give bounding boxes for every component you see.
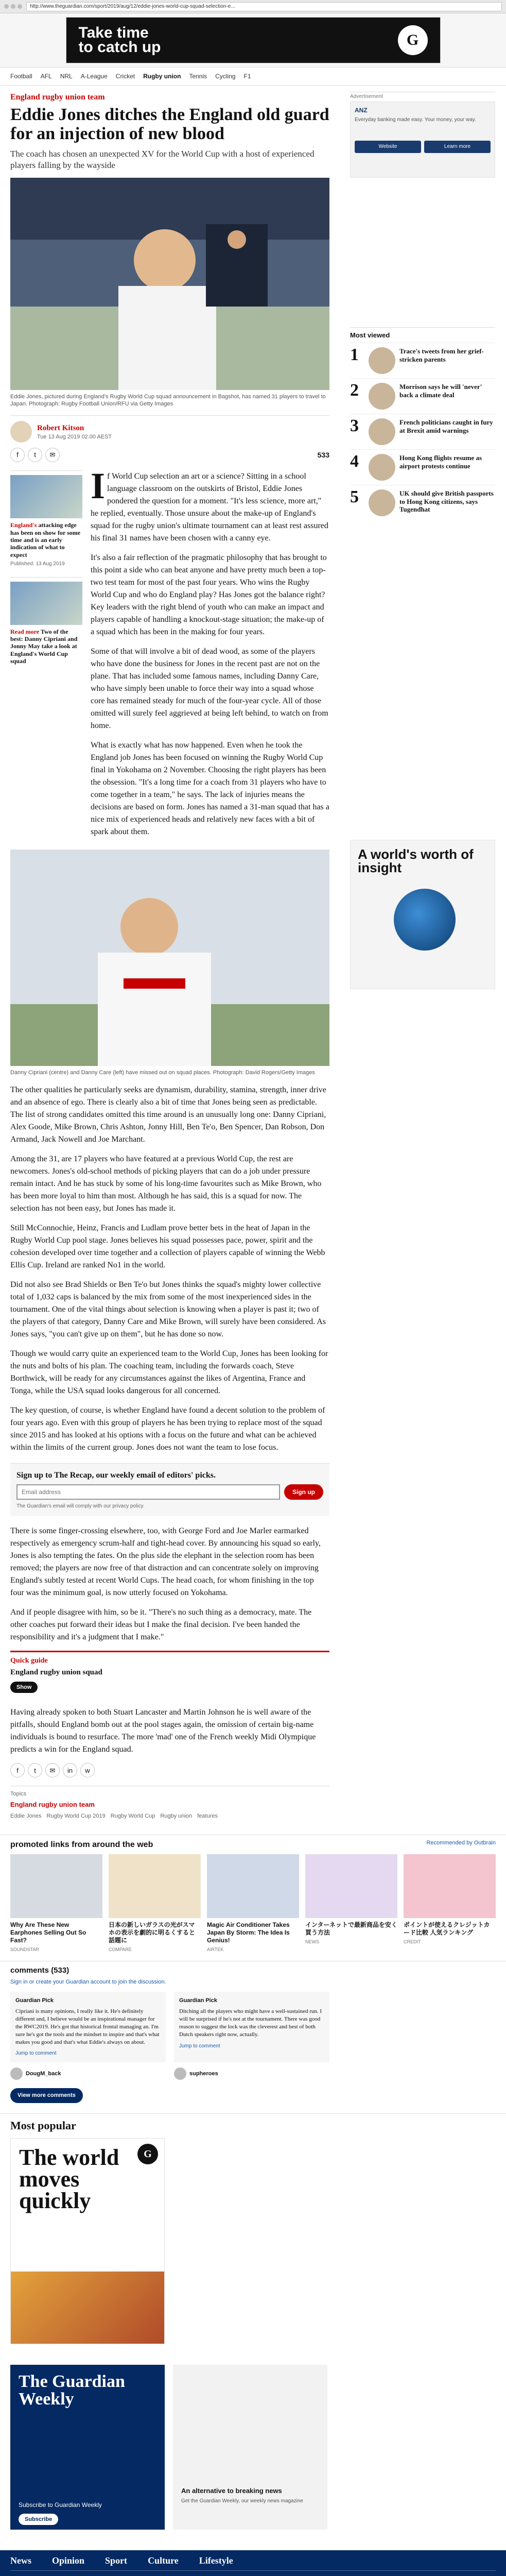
ad-website-button[interactable]: Website: [355, 141, 421, 153]
promoted-heading: promoted links from around the web: [10, 1840, 153, 1849]
newsletter-signup: [10, 1463, 329, 1516]
signup-email-input[interactable]: [16, 1484, 280, 1500]
most-viewed-thumb: [369, 489, 395, 516]
most-viewed-thumb: [369, 347, 395, 374]
related-text: [10, 521, 82, 558]
email-icon[interactable]: ✉: [45, 448, 60, 462]
twitter-icon[interactable]: t: [28, 1763, 42, 1777]
related-kicker: Read more: [10, 628, 40, 635]
pick-heading: Guardian Pick: [15, 1997, 54, 2004]
world-moves-ad[interactable]: [10, 2138, 165, 2344]
inline-photo-illustration: [10, 850, 329, 1066]
nav-item-rugby-union[interactable]: Rugby union: [143, 72, 181, 80]
hero-image: [10, 178, 329, 390]
hero-photo-illustration: [10, 178, 329, 390]
comments-signin-link[interactable]: Sign in or create your Guardian account to join the discussion.: [10, 1978, 166, 1985]
nav-item-nrl[interactable]: NRL: [60, 72, 73, 80]
footer-nav-news[interactable]: News: [10, 2555, 31, 2566]
browser-chrome: [0, 0, 506, 13]
box2-desc: Get the Guardian Weekly, our weekly news magazine: [181, 2498, 303, 2504]
signup-heading: Sign up to The Recap, our weekly email of editors' picks.: [16, 1471, 216, 1480]
view-more-comments-button[interactable]: View more comments: [10, 2088, 83, 2103]
promoted-image: [10, 1854, 102, 1918]
paragraph: There is some finger-crossing elsewhere, too, with George Ford and Joe Marler earmarked respectively as emergency scrum-half and tight-head cover. By announcing his squad so early, Jones is also tempting the fates. On the plus side the elephant in the selection room has been removed; the players are now free of that distraction and can concentrate solely on improving England's subtly tested at recent World Cups. The head coach, for whom finishing in the top four was the minimum goal, is now utterly focused on Yokohama.: [10, 1527, 321, 1598]
topic-tag[interactable]: Rugby World Cup: [110, 1812, 155, 1819]
most-viewed: [350, 327, 495, 521]
sport-nav: [0, 67, 506, 86]
related-card[interactable]: [10, 577, 82, 665]
promoted-image: [404, 1854, 496, 1918]
most-viewed-headline: French politicians caught in fury at Brexit amid warnings: [399, 418, 493, 434]
window-controls[interactable]: [4, 4, 22, 9]
comment-user[interactable]: [174, 2067, 329, 2080]
article-body-2: [10, 1084, 329, 1454]
promoted-title: インターネットで最新商品を安く買う方法: [305, 1921, 397, 1937]
topic-tag[interactable]: features: [197, 1812, 218, 1819]
promoted-links: [0, 1835, 506, 1953]
author-avatar: [10, 421, 32, 443]
paragraph: Among the 31, are 17 players who have featured at a previous World Cup, the rest are newcomers. Jones's old-school methods of picking players that can do a job under pressure remain intact. And he has stuck by some of his long-time favourites such as Mike Brown, who has been more loyal to him than most. Although he has said, this is a squad for now. The selection has not been easy, but Jones has made it.: [10, 1155, 322, 1213]
topic-tag[interactable]: Rugby World Cup 2019: [46, 1812, 106, 1819]
most-viewed-title: Most viewed: [350, 331, 390, 339]
most-viewed-rank: 3: [350, 416, 359, 436]
publish-date: Tue 13 Aug 2019 02.00 AEST: [37, 433, 112, 440]
inline-image: [10, 850, 329, 1066]
top-advertisement[interactable]: [0, 13, 506, 67]
related-card[interactable]: [10, 470, 82, 567]
paragraph: Though we would carry quite an experienced team to the World Cup, Jones has been looking for the nuts and bolts of his plan. The coaching team, including the forwards coach, Steve Borthwick, will be ready for any circumstances against the likes of Argentina, France and Tonga, while the USA squad looks dangerous for all concerned.: [10, 1349, 328, 1396]
ad-label: Advertisement: [350, 94, 383, 99]
article-body-4: [10, 1706, 329, 1756]
sidebar-ad-2[interactable]: [350, 840, 495, 989]
nav-item-football[interactable]: Football: [10, 72, 32, 80]
promoted-source: NEWS: [305, 1939, 319, 1945]
email-icon[interactable]: ✉: [45, 1763, 60, 1777]
most-viewed-headline: UK should give British passports to Hong Kong citizens, says Tugendhat: [399, 489, 494, 514]
promoted-image: [207, 1854, 299, 1918]
promoted-card[interactable]: [10, 1854, 102, 1953]
promoted-image: [109, 1854, 201, 1918]
pick-body: Cipriani is many opinions, I really like it. He's definitely different and, I believe would be an inspirational manager for the RWC2019. He's got that historical frontal managing an. I'm sure he's got the tools and the mindset to inspire and that's what makes you good and that's what Eddie's always on about.: [15, 2008, 160, 2045]
related-text: [10, 628, 82, 665]
comment-count[interactable]: 533: [317, 450, 329, 459]
footer-nav-sport[interactable]: Sport: [105, 2555, 128, 2566]
globe-icon: [394, 889, 456, 951]
most-viewed-item[interactable]: [350, 485, 495, 520]
nav-item-cricket[interactable]: Cricket: [115, 72, 135, 80]
most-viewed-item[interactable]: [350, 378, 495, 414]
related-kicker: England's: [10, 521, 37, 529]
promoted-source: CREDIT: [404, 1939, 421, 1945]
facebook-icon[interactable]: f: [10, 1763, 25, 1777]
share-bar-bottom: [10, 1763, 329, 1777]
weekly-subscribe-button[interactable]: Subscribe: [19, 2514, 58, 2525]
pick-body: Ditching all the players who might have a well-sustained run. I will be surprised if he's not at the tournament. There was good reason to suggest the lock was the cleverest and best of both Dutch speakers right now, actually.: [179, 2008, 322, 2038]
nav-item-afl[interactable]: AFL: [40, 72, 52, 80]
related-headline: attacking edge has been on show for some time and is an early indication of what to expect: [10, 521, 81, 558]
sidebar-ad-1[interactable]: [350, 101, 495, 178]
most-viewed-headline: Trace's tweets from her grief-stricken parents: [399, 347, 484, 363]
top-ad-headline: Take time to catch up: [78, 24, 161, 56]
most-viewed-item[interactable]: [350, 449, 495, 485]
paragraph: Did not also see Brad Shields or Ben Te'o but Jones thinks the squad's mighty lower collective total of 1,032 caps is balanced by the mix from some of the most inexperienced sides in the tournament. One of the vital things about selection is knowing when a player is past it; two of the players of that category, Danny Care and Mike Brown, will surely have been considered. As Jones says, "you can't give up on them", but he has done so now.: [10, 1280, 326, 1339]
most-viewed-rank: 1: [350, 345, 359, 365]
user-name: supheroes: [189, 2070, 218, 2077]
paragraph: Some of that will involve a bit of dead wood, as some of the players who have done the business for Jones in the recent past are not on the plane. That has included some famous names, including Danny Care, who have simply been unable to force their way into a squad whose core has remained steady for much of the four-year cycle. All of those omitted will surely feel aggrieved at being left behind, to watch on from home.: [91, 647, 328, 731]
most-viewed-rank: 4: [350, 452, 359, 471]
linkedin-icon[interactable]: in: [63, 1763, 77, 1777]
pick-heading: Guardian Pick: [179, 1997, 217, 2004]
promoted-title: Magic Air Conditioner Takes Japan By Storm: The Idea Is Genius!: [207, 1921, 290, 1944]
promoted-card[interactable]: [109, 1854, 201, 1953]
guardian-weekly-promo[interactable]: [10, 2365, 165, 2530]
footer-nav: [10, 2550, 496, 2571]
share-bar: [10, 448, 329, 462]
topic-tag[interactable]: Eddie Jones: [10, 1812, 42, 1819]
paragraph: The other qualities he particularly seeks are dynamism, durability, stamina, strength, inner drive and an absence of ego. There is clearly also a bit of time that Jones being seen as predictable. The list of strong candidates omitted this time around is an unusually long one: Danny Cipriani, Alex Goode, Mike Brown, Chris Ashton, Jonny Hill, Ben Te'o, Ben Spencer, Dan Robson, Don Armand, Jack Nowell and Joe Marchant.: [10, 1086, 326, 1144]
weekly-title: The Guardian Weekly: [19, 2372, 125, 2409]
nav-item-cycling[interactable]: Cycling: [215, 72, 236, 80]
sidebar: [350, 86, 495, 1829]
topics-label: Topics: [10, 1791, 27, 1798]
most-viewed-headline: Morrison says he will 'never' back a climate deal: [399, 383, 482, 399]
most-viewed-headline: Hong Kong flights resume as airport protests continue: [399, 454, 482, 470]
paragraph: It's also a fair reflection of the pragmatic philosophy that has brought to this point a side who can beat anyone and have pretty much been a top-two test team for most of the past four years. Who wins the Rugby World Cup and who do England play? Has Jones got the balance right? Key leaders with the right blend of youth who can make an impact and players capable of handling a knockout-stage situation; the make-up of a squad which has been in the making for four years.: [91, 553, 327, 637]
topic-tags: [10, 1812, 329, 1820]
related-thumb: [10, 582, 82, 625]
weekly-subtitle: Subscribe to Guardian Weekly: [19, 2501, 102, 2509]
user-avatar: [10, 2067, 23, 2080]
footer-nav-culture[interactable]: Culture: [148, 2555, 179, 2566]
most-viewed-item[interactable]: [350, 343, 495, 378]
quick-guide: [10, 1651, 329, 1697]
promoted-source: AIRTEK: [207, 1947, 224, 1953]
paragraph: And if people disagree with him, so be it. "There's no such thing as a democracy, mate. The other coaches put forward their ideas but I make the final decision. I've been handed the responsibility and it's a judgment that I make.": [10, 1608, 312, 1642]
author-name[interactable]: Robert Kitson: [37, 423, 84, 432]
ad-brand: ANZ: [355, 106, 368, 114]
outbrain-link[interactable]: Recommended by Outbrain: [426, 1839, 496, 1846]
paragraph: The key question, of course, is whether England have found a decent solution to the problem of four years ago. Even with this group of players he has been trying to replace most of the squad since 2015 and has looked at his options with a focus on the future and what can be achieved within the limits of the current group. Jones does not want the team to lose focus.: [10, 1406, 325, 1452]
topic-tag[interactable]: Rugby union: [160, 1812, 193, 1819]
most-viewed-thumb: [369, 383, 395, 410]
article-kicker[interactable]: England rugby union team: [10, 93, 105, 101]
ad2-title: A world's worth of insight: [358, 846, 474, 876]
paragraph: If World Cup selection an art or a science? Sitting in a school language classroom on the outskirts of Bristol, Eddie Jones pondered the question for a moment. "It's less science, more art," he replied, eventually. Those unsure about the make-up of England's squad for the rugby union's ultimate tournament can at least rest assured his final 31 names have been chosen with a canny eye.: [91, 465, 328, 543]
signup-privacy: The Guardian's email will comply with our privacy policy.: [16, 1503, 145, 1509]
article-standfirst: The coach has chosen an unexpected XV for the World Cup with a host of experienced players falling by the wayside: [10, 149, 315, 171]
promoted-source: SOUNDSTAR: [10, 1947, 39, 1953]
facebook-icon[interactable]: f: [10, 448, 25, 462]
most-viewed-rank: 2: [350, 381, 359, 400]
promoted-card[interactable]: [305, 1854, 397, 1953]
article-body: [91, 465, 329, 845]
address-bar[interactable]: http://www.theguardian.com/sport/2019/aug/12/eddie-jones-world-cup-squad-selection-e...: [26, 2, 502, 11]
article-body-3: [10, 1525, 329, 1643]
quick-guide-show-button[interactable]: Show: [10, 1682, 38, 1693]
promoted-card[interactable]: [207, 1854, 299, 1953]
paragraph: What is exactly what has now happened. Even when he took the England job Jones has been focused on winning the Rugby World Cup final in Yokohama on 2 November. Choosing the right players has been the obsession. "It's a long time for a coach from 31 players who have to come together in a team," he says. The lack of injuries means the decisions are based on form. Jones has named a 31-man squad that has a nice mix of experienced heads and relatively new faces with a bit of spark about them.: [91, 741, 329, 837]
signup-button[interactable]: Sign up: [284, 1484, 323, 1500]
paragraph: Having already spoken to both Stuart Lancaster and Martin Johnson he is well aware of the pitfalls, should England bomb out at the pool stages again, the omission of certain big-name individuals is bound to resurface. The more 'mad' one of the French weekly Midi Olympique predicts a win for the England squad.: [10, 1708, 316, 1754]
jump-to-comment-link[interactable]: Jump to comment: [15, 2050, 57, 2057]
comments-title: comments (533): [10, 1966, 69, 1975]
guardian-pick: [10, 1992, 166, 2062]
guardian-pick: [174, 1992, 329, 2062]
guardian-logo: G: [398, 25, 428, 55]
topics-main-link[interactable]: England rugby union team: [10, 1801, 95, 1809]
most-popular: [0, 2113, 506, 2530]
quick-guide-title: England rugby union squad: [10, 1668, 102, 1677]
promoted-card[interactable]: [404, 1854, 496, 1953]
world-ad-title: The world moves quickly: [19, 2145, 119, 2214]
user-avatar: [174, 2067, 186, 2080]
most-viewed-thumb: [369, 418, 395, 445]
most-viewed-thumb: [369, 454, 395, 481]
inline-caption: Danny Cipriani (centre) and Danny Care (left) have missed out on squad places. Photograph: David Rogers/Getty Images: [10, 1070, 315, 1076]
whatsapp-icon[interactable]: w: [80, 1763, 95, 1777]
ad-learn-more-button[interactable]: Learn more: [424, 141, 491, 153]
promoted-title: Why Are These New Earphones Selling Out So Fast?: [10, 1921, 86, 1944]
promoted-title: ポイントが使えるクレジットカード比較 人気ランキング: [404, 1921, 490, 1937]
article-aside: [10, 470, 82, 845]
alternative-news-promo[interactable]: [173, 2365, 327, 2530]
most-popular-title: Most popular: [10, 2119, 76, 2132]
nav-item-a-league[interactable]: A-League: [80, 72, 108, 80]
nav-item-tennis[interactable]: Tennis: [189, 72, 207, 80]
nav-item-f1[interactable]: F1: [243, 72, 251, 80]
byline: [10, 415, 329, 443]
paragraph: Still McConnochie, Heinz, Francis and Ludlam prove better bets in the heat of Japan in the Rugby World Cup pool stage. Jones believes his squad possesses pace, power, spirit and the cohesion developed over time together and a collection of players capable of winning the Webb Ellis Cup. Ireland are ranked No1 in the world.: [10, 1224, 325, 1270]
related-meta: Published: 13 Aug 2019: [10, 561, 65, 567]
box2-title: An alternative to breaking news: [181, 2487, 282, 2495]
ad-subtext: Everyday banking made easy. Your money, your way.: [355, 116, 476, 123]
promoted-title: 日本の新しいガラスの光がスマホの表示を劇的に明るくすると話題に: [109, 1921, 196, 1944]
twitter-icon[interactable]: t: [28, 448, 42, 462]
footer: [0, 2550, 506, 2576]
user-name: DougM_back: [26, 2070, 61, 2077]
comments-section: [0, 1961, 506, 2103]
ad-image: [11, 2272, 164, 2344]
promoted-source: COMPARE: [109, 1947, 132, 1953]
topics: [10, 1786, 329, 1820]
comment-user[interactable]: [10, 2067, 166, 2080]
most-viewed-item[interactable]: [350, 414, 495, 449]
related-headline: Two of the best: Danny Cipriani and Jonny May take a look at England's World Cup squad: [10, 628, 78, 665]
guardian-logo: G: [137, 2144, 158, 2164]
footer-nav-lifestyle[interactable]: Lifestyle: [199, 2555, 233, 2566]
promoted-image: [305, 1854, 397, 1918]
quick-guide-label: Quick guide: [10, 1657, 48, 1665]
jump-to-comment-link[interactable]: Jump to comment: [179, 2043, 220, 2049]
footer-nav-opinion[interactable]: Opinion: [52, 2555, 85, 2566]
most-viewed-rank: 5: [350, 487, 359, 507]
article-headline: Eddie Jones ditches the England old guard for an injection of new blood: [10, 105, 329, 143]
article: [10, 86, 329, 1829]
hero-caption: Eddie Jones, pictured during England's Rugby World Cup squad announcement in Bagshot, has named 31 players to travel to Japan. Photograph: Rugby Football Union/RFU via Getty Images: [10, 393, 326, 408]
related-thumb: [10, 475, 82, 518]
